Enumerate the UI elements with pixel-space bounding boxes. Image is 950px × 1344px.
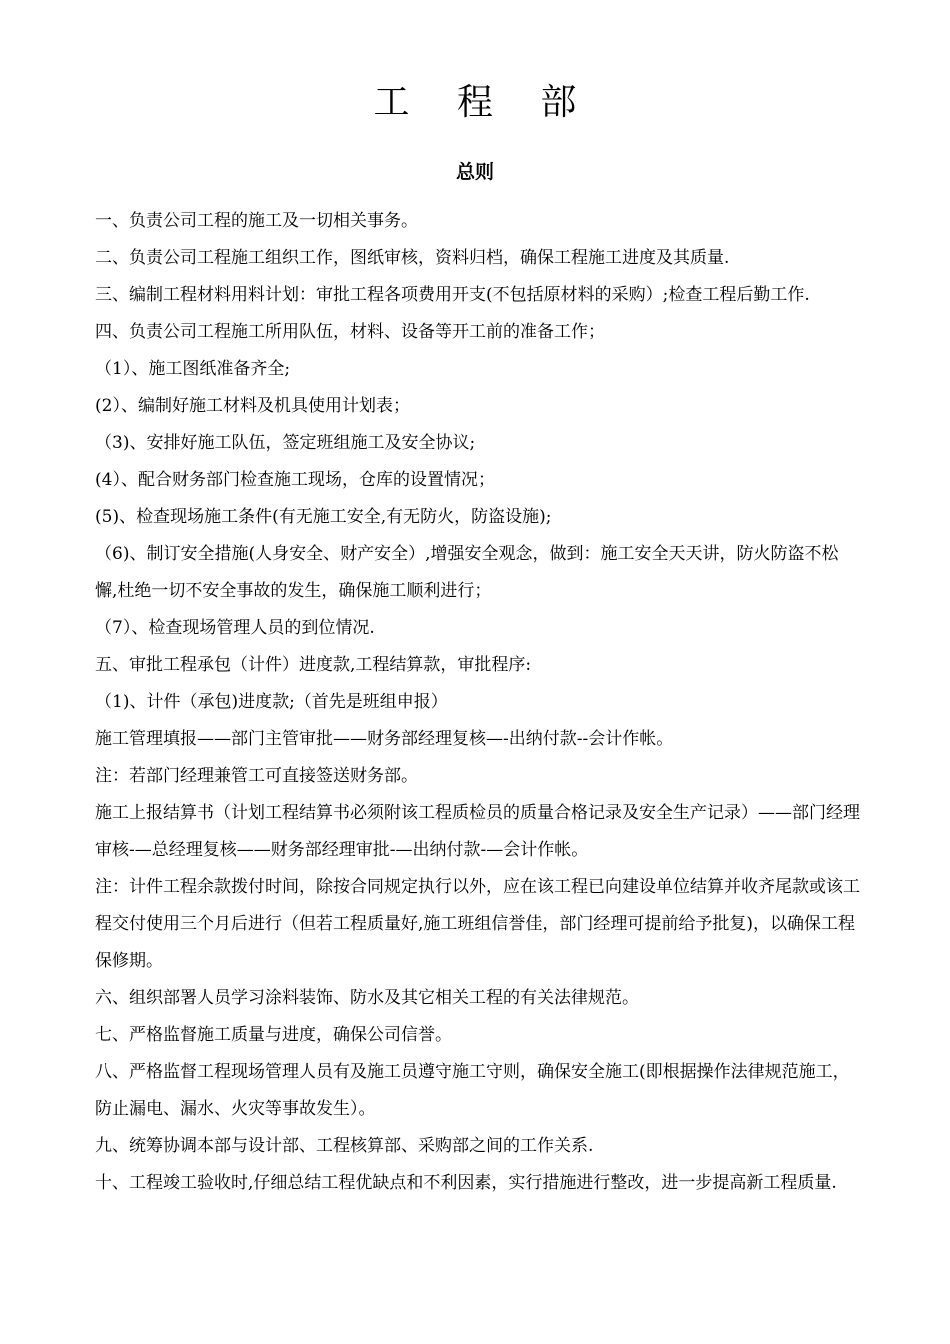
paragraph-12: 五、审批工程承包（计件）进度款,工程结算款，审批程序: bbox=[95, 655, 532, 675]
paragraph-15: 注：若部门经理兼管工可直接签送财务部。 bbox=[95, 766, 418, 786]
paragraph-7: （3)、安排好施工队伍，签定班组施工及安全协议; bbox=[95, 433, 476, 453]
paragraph-13: （1)、计件（承包)进度款;（首先是班组申报） bbox=[95, 692, 448, 712]
paragraph-1: 一、负责公司工程的施工及一切相关事务。 bbox=[95, 211, 418, 231]
paragraph-14: 施工管理填报——部门主管审批——财务部经理复核—-出纳付款--会计作帐。 bbox=[95, 729, 674, 749]
paragraph-20: 八、严格监督工程现场管理人员有及施工员遵守施工守则，确保安全施工(即根据操作法律规范施工，防止漏电、漏水、火灾等事故发生）。 bbox=[95, 1062, 850, 1119]
paragraph-16: 施工上报结算书（计划工程结算书必须附该工程质检员的质量合格记录及安全生产记录）——部门经理审核-—总经理复核——财务部经理审批-—出纳付款-—会计作帐。 bbox=[95, 803, 860, 860]
paragraph-10: （6)、制订安全措施(人身安全、财产安全）,增强安全观念，做到：施工安全天天讲，防火防盗不松懈,杜绝一切不安全事故的发生，确保施工顺利进行； bbox=[95, 544, 839, 601]
paragraph-21: 九、统筹协调本部与设计部、工程核算部、采购部之间的工作关系. bbox=[95, 1136, 594, 1156]
section-heading: 总则 bbox=[455, 161, 494, 183]
paragraph-4: 四、负责公司工程施工所用队伍，材料、设备等开工前的准备工作； bbox=[95, 322, 605, 342]
paragraph-19: 七、严格监督施工质量与进度，确保公司信誉。 bbox=[95, 1025, 452, 1045]
paragraph-5: （1）、施工图纸准备齐全; bbox=[95, 359, 291, 379]
paragraph-3: 三、编制工程材料用料计划：审批工程各项费用开支(不包括原材料的采购）;检查工程后勤工作. bbox=[95, 285, 810, 305]
paragraph-17: 注：计件工程余款拨付时间，除按合同规定执行以外，应在该工程已向建设单位结算并收齐尾款或该工程交付使用三个月后进行（但若工程质量好,施工班组信誉佳，部门经理可提前给予批复)，以确保工程保修期。 bbox=[95, 877, 860, 971]
paragraph-11: （7）、检查现场管理人员的到位情况. bbox=[95, 618, 375, 638]
paragraph-8: (4）、配合财务部门检查施工现场，仓库的设置情况； bbox=[95, 470, 495, 490]
page-title: 工 程 部 bbox=[373, 82, 595, 123]
paragraph-6: (2）、编制好施工材料及机具使用计划表； bbox=[95, 396, 410, 416]
paragraph-2: 二、负责公司工程施工组织工作，图纸审核，资料归档，确保工程施工进度及其质量. bbox=[95, 248, 730, 268]
paragraph-9: (5)、检查现场施工条件(有无施工安全,有无防火，防盗设施); bbox=[95, 507, 552, 527]
paragraph-18: 六、组织部署人员学习涂料装饰、防水及其它相关工程的有关法律规范。 bbox=[95, 988, 639, 1008]
paragraph-22: 十、工程竣工验收时,仔细总结工程优缺点和不利因素，实行措施进行整改，进一步提高新工程质量. bbox=[95, 1173, 837, 1193]
document-body bbox=[95, 203, 860, 1202]
